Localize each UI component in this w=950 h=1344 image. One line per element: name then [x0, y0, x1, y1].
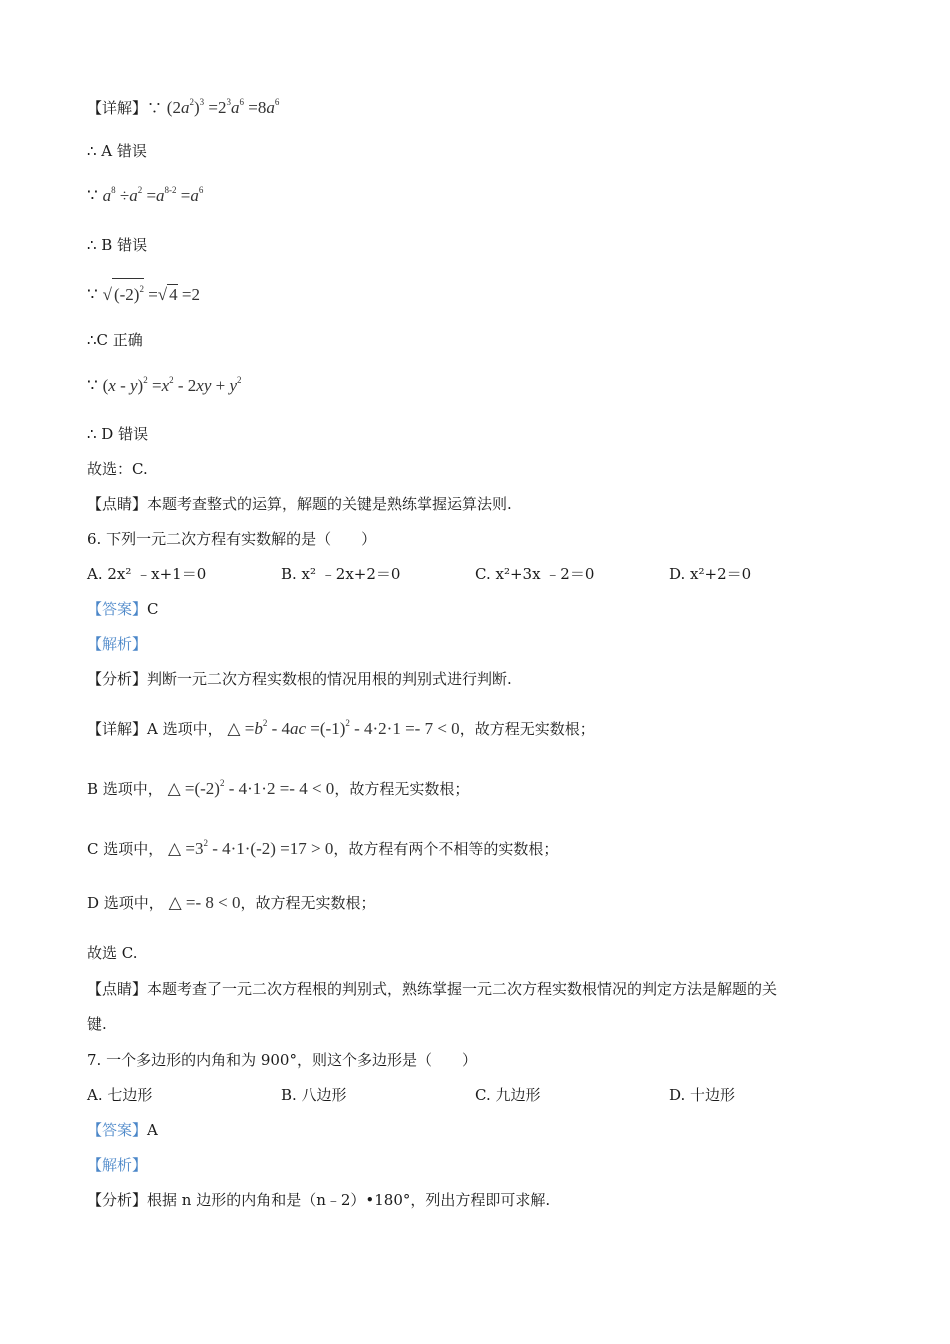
- q6-option-b: B. x² ﹣2x+2＝0: [281, 565, 401, 583]
- answer-value: C: [147, 600, 159, 618]
- because-symbol: ∵: [87, 376, 98, 396]
- q6-detail-c: [87, 833, 558, 859]
- q6-comment-1: 【点睛】本题考查了一元二次方程根的判别式，熟练掌握一元二次方程实数根情况的判定方法是解题的关: [87, 980, 778, 998]
- comment-5: 【点睛】本题考查整式的运算，解题的关键是熟练掌握运算法则.: [87, 495, 512, 513]
- q7-analysis-heading: 【解析】: [87, 1156, 148, 1174]
- detail-d-label: D 选项中，: [87, 894, 164, 912]
- detail-b-label: B 选项中，: [87, 780, 163, 798]
- because-symbol: ∵: [87, 285, 98, 305]
- detail-a-tail: ，故方程无实数根；: [459, 720, 595, 738]
- discriminant-c: △ $=3^2 - 4\cdot 1\cdot(-2) =17 > 0$: [168, 838, 334, 858]
- conclusion-b: ∴ B 错误: [87, 236, 148, 254]
- detail-b-tail: ，故方程无实数根；: [334, 780, 470, 798]
- q7-answer: [87, 1120, 158, 1140]
- question-7: 7. 一个多边形的内角和为 900°，则这个多边形是（ ）: [87, 1051, 477, 1069]
- detail-d-tail: ，故方程无实数根；: [240, 894, 376, 912]
- q7-option-b: B. 八边形: [281, 1086, 347, 1104]
- because-symbol: ∵: [87, 186, 98, 206]
- conclusion-c: ∴C 正确: [87, 331, 143, 349]
- answer-label: 【答案】: [87, 1121, 148, 1139]
- q6-option-c: C. x²+3x ﹣2＝0: [475, 565, 595, 583]
- detail-line-7: [87, 370, 242, 396]
- question-6: 6. 下列一元二次方程有实数解的是（ ）: [87, 530, 377, 548]
- answer-label: 【答案】: [87, 600, 148, 618]
- q6-fenxi: 【分析】判断一元二次方程实数根的情况用根的判别式进行判断.: [87, 670, 512, 688]
- detail-label: 【详解】∵: [87, 99, 163, 117]
- conclusion-a: ∴ A 错误: [87, 142, 147, 160]
- q7-option-d: D. 十边形: [669, 1086, 736, 1104]
- q6-option-d: D. x²+2＝0: [669, 565, 752, 583]
- answer-value: A: [147, 1121, 158, 1139]
- discriminant-d: △ =- 8 < 0: [168, 893, 241, 912]
- q7-fenxi: 【分析】根据 n 边形的内角和是（n﹣2）•180°，列出方程即可求解.: [87, 1191, 551, 1209]
- formula-square: $(x - y)^2 =x^2 - 2xy + y^2$: [102, 375, 242, 395]
- conclusion-d: ∴ D 错误: [87, 425, 149, 443]
- q6-detail-b: [87, 773, 469, 799]
- q6-detail-d: [87, 893, 376, 913]
- q6-option-a: A. 2x² ﹣x+1＝0: [87, 565, 207, 583]
- q7-option-a: A. 七边形: [87, 1086, 153, 1104]
- discriminant-a: △ $=b^2 - 4ac =(-1)^2 - 4\cdot 2\cdot 1 =- 7 < 0$: [227, 718, 460, 738]
- choose-c: 故选：C.: [87, 460, 148, 478]
- q7-option-c: C. 九边形: [475, 1086, 541, 1104]
- q6-choose: 故选 C.: [87, 944, 138, 962]
- detail-c-label: C 选项中，: [87, 840, 164, 858]
- detail-a-label: 【详解】A 选项中，: [87, 720, 223, 738]
- discriminant-b: △ $=(-2)^2 - 4\cdot 1\cdot 2 =- 4 < 0$: [167, 778, 335, 798]
- q6-analysis-heading: 【解析】: [87, 635, 148, 653]
- detail-c-tail: ，故方程有两个不相等的实数根；: [333, 840, 559, 858]
- formula-division: $a^8 \div a^2 =a^{8-2} =a^6$: [102, 185, 204, 205]
- q6-answer: [87, 599, 159, 619]
- q6-comment-2: 键.: [87, 1015, 107, 1033]
- detail-line-5: [87, 278, 200, 305]
- q6-detail-a: [87, 713, 595, 739]
- detail-line-3: [87, 180, 203, 206]
- formula-sqrt: √ $(-2)^2$ =√ 4 =2: [103, 285, 200, 304]
- formula-power: $(2a^2)^3 =2^3a^6 =8a^6$: [166, 97, 280, 117]
- detail-line-1: [87, 92, 279, 118]
